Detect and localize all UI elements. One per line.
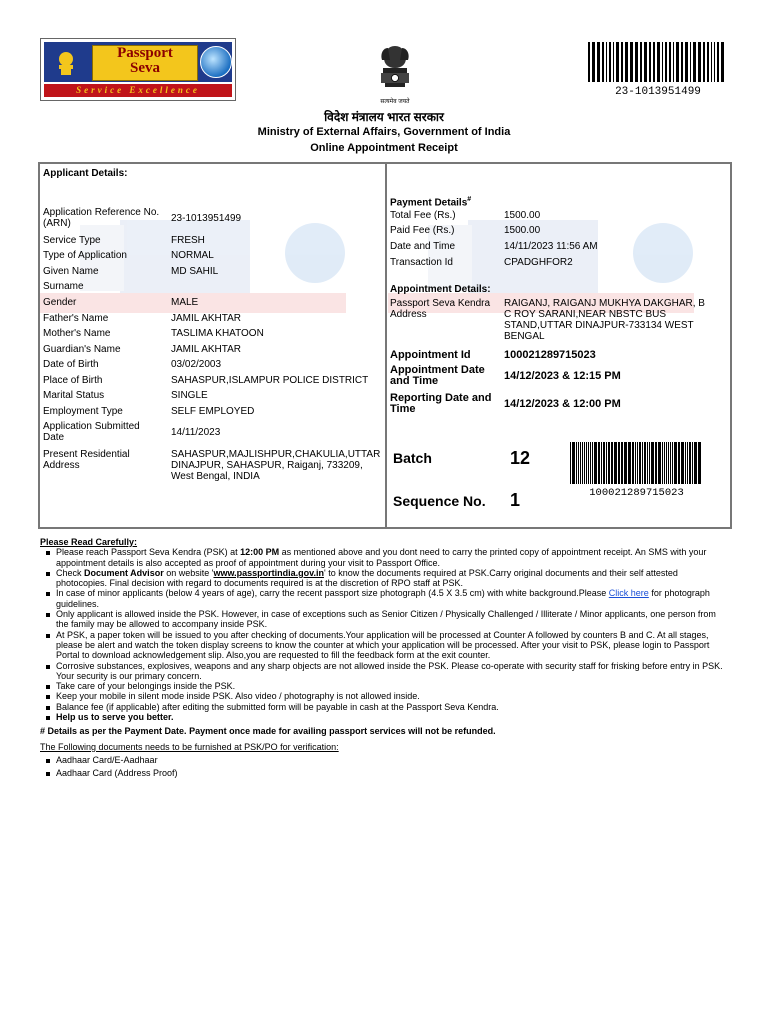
instruction-item: Check Document Advisor on website 'www.passportindia.gov.in' to know the documents required at PSK.Carry original documents and their self attested photocopies. Final decision with regard to documents required is at the discretion of RPO staff at PSK. (40, 568, 730, 589)
given-name-value: MD SAHIL (171, 266, 219, 277)
paid-fee-value: 1500.00 (504, 225, 541, 236)
given-name-label: Given Name (43, 266, 99, 277)
place-of-birth-value: SAHASPUR,ISLAMPUR POLICE DISTRICT (171, 375, 369, 386)
instruction-item: Please reach Passport Seva Kendra (PSK) at 12:00 PM as mentioned above and you dont need to carry the printed copy of appointment receipt. An SMS with your appointment details is also accepted as proof of appointment during your visit to Passport Office. (40, 547, 730, 568)
passport-website-link[interactable]: www.passportindia.gov.in (213, 567, 324, 578)
instruction-item: Balance fee (if applicable) after editing the submitted form will be payable in cash at the Passport Seva Kendra. (40, 702, 730, 712)
mother-name-label: Mother's Name (43, 328, 111, 339)
appointment-id-label: Appointment Id (390, 349, 471, 361)
appointment-barcode-text: 100021289715023 (589, 487, 684, 499)
emblem-motto: सत्यमेव जयते (380, 99, 410, 105)
psk-address-value: RAIGANJ, RAIGANJ MUKHYA DAKGHAR, B C ROY SARANI,NEAR NBSTC BUS STAND,UTTAR DINAJPUR-733134 WEST BENGAL (504, 298, 705, 342)
payment-details-note-mark: # (467, 196, 472, 203)
service-type-value: FRESH (171, 235, 205, 246)
arn-value: 23-1013951499 (171, 213, 242, 224)
appointment-barcode (570, 442, 703, 484)
logo-title: Passport Seva (92, 45, 198, 81)
submitted-date-value: 14/11/2023 (171, 427, 221, 438)
globe-icon (200, 46, 232, 78)
application-type-label: Type of Application (43, 250, 127, 261)
arn-label: Application Reference No. (ARN) (43, 207, 160, 229)
gender-label: Gender (43, 297, 77, 308)
documents-list (40, 755, 730, 779)
father-name-value: JAMIL AKHTAR (171, 313, 242, 324)
instruction-item: Only applicant is allowed inside the PSK. However, in case of exceptions such as Senior Citizen / Physically Challenged / Illiterate / Minor applicants, one person from the family may be allowed to accompany inside PSK. (40, 609, 730, 630)
reporting-datetime-value: 14/12/2023 & 12:00 PM (504, 398, 621, 410)
marital-status-value: SINGLE (171, 390, 208, 401)
total-fee-label: Total Fee (Rs.) (390, 210, 456, 221)
instruction-item: At PSK, a paper token will be issued to you after checking of documents.Your application will be processed at Counter A followed by counters B and C. At all stages, please be alert and watch the token display screens to know the counter at which your application will be processed. After your visit to PSK, please login to Passport Portal to download acknowledgement slip. Also,you are requested to fill the feedback form at the exit counter. (40, 630, 730, 661)
applicant-details-heading: Applicant Details: (43, 168, 128, 179)
payment-datetime-label: Date and Time (390, 241, 456, 252)
column-divider (385, 162, 387, 529)
instructions-list (40, 547, 730, 722)
instruction-item: Corrosive substances, explosives, weapons and any sharp objects are not allowed inside the PSK. Please co-operate with security staff for frisking before entry in PSK. Your security is our primary concern. (40, 661, 730, 682)
receipt-title: Online Appointment Receipt (310, 142, 458, 154)
address-label: Present Residential Address (43, 449, 130, 471)
gender-value: MALE (171, 297, 199, 308)
instructions-heading: Please Read Carefully: (40, 537, 138, 547)
sequence-label: Sequence No. (393, 493, 486, 509)
paid-fee-label: Paid Fee (Rs.) (390, 225, 455, 236)
payment-note: # Details as per the Payment Date. Payment once made for availing passport services will not be refunded. (40, 726, 496, 737)
guardian-name-value: JAMIL AKHTAR (171, 344, 242, 355)
dob-value: 03/02/2003 (171, 359, 222, 370)
instructions-section (40, 537, 730, 779)
passport-seva-logo (40, 38, 236, 101)
arn-barcode (588, 42, 728, 82)
place-of-birth-label: Place of Birth (43, 375, 103, 386)
employment-type-label: Employment Type (43, 406, 123, 417)
sequence-value: 1 (510, 490, 521, 510)
application-type-value: NORMAL (171, 250, 214, 261)
instruction-item: Take care of your belongings inside the PSK. (40, 681, 730, 691)
instruction-item: In case of minor applicants (below 4 years of age), carry the recent passport size photograph (4.5 X 3.5 cm) with white background.Please Click here for photograph guidelines. (40, 588, 730, 609)
transaction-id-value: CPADGHFOR2 (504, 257, 573, 268)
national-emblem-icon (49, 45, 83, 79)
instruction-item: Help us to serve you better. (40, 712, 730, 722)
payment-details-title: Payment Details (390, 197, 468, 209)
dob-label: Date of Birth (43, 359, 99, 370)
total-fee-value: 1500.00 (504, 210, 541, 221)
transaction-id-label: Transaction Id (390, 257, 453, 268)
guardian-name-label: Guardian's Name (43, 344, 121, 355)
employment-type-value: SELF EMPLOYED (171, 406, 255, 417)
hindi-title: विदेश मंत्रालय भारत सरकार (324, 110, 444, 124)
reporting-datetime-label: Reporting Date and Time (390, 392, 492, 415)
documents-heading: The Following documents needs to be furnished at PSK/PO for verification: (40, 741, 339, 752)
appointment-details-heading: Appointment Details: (390, 284, 491, 295)
appointment-datetime-label: Appointment Date and Time (390, 364, 485, 387)
payment-details-heading (390, 194, 471, 208)
submitted-date-label: Application Submitted Date (43, 421, 140, 443)
psk-address-label: Passport Seva Kendra Address (390, 298, 491, 320)
document-item: Aadhaar Card (Address Proof) (40, 768, 730, 778)
ministry-title: Ministry of External Affairs, Government of India (257, 126, 511, 138)
appointment-id-value: 100021289715023 (504, 349, 596, 361)
appointment-datetime-value: 14/12/2023 & 12:15 PM (504, 370, 621, 382)
service-type-label: Service Type (43, 235, 101, 246)
mother-name-value: TASLIMA KHATOON (171, 328, 264, 339)
photo-guidelines-link[interactable]: Click here (608, 588, 649, 599)
instruction-item: Keep your mobile in silent mode inside PSK. Also video / photography is not allowed inside. (40, 691, 730, 701)
father-name-label: Father's Name (43, 313, 109, 324)
batch-label: Batch (393, 450, 432, 466)
marital-status-label: Marital Status (43, 390, 105, 401)
document-item: Aadhaar Card/E-Aadhaar (40, 755, 730, 765)
address-value: SAHASPUR,MAJLISHPUR,CHAKULIA,UTTAR DINAJPUR, SAHASPUR, Raiganj, 733209, West Bengal, INDIA (171, 449, 381, 482)
batch-value: 12 (510, 448, 531, 468)
payment-datetime-value: 14/11/2023 11:56 AM (504, 241, 598, 252)
surname-label: Surname (43, 281, 84, 292)
arn-barcode-text: 23-1013951499 (615, 86, 701, 98)
logo-tagline: Service Excellence (44, 84, 232, 97)
